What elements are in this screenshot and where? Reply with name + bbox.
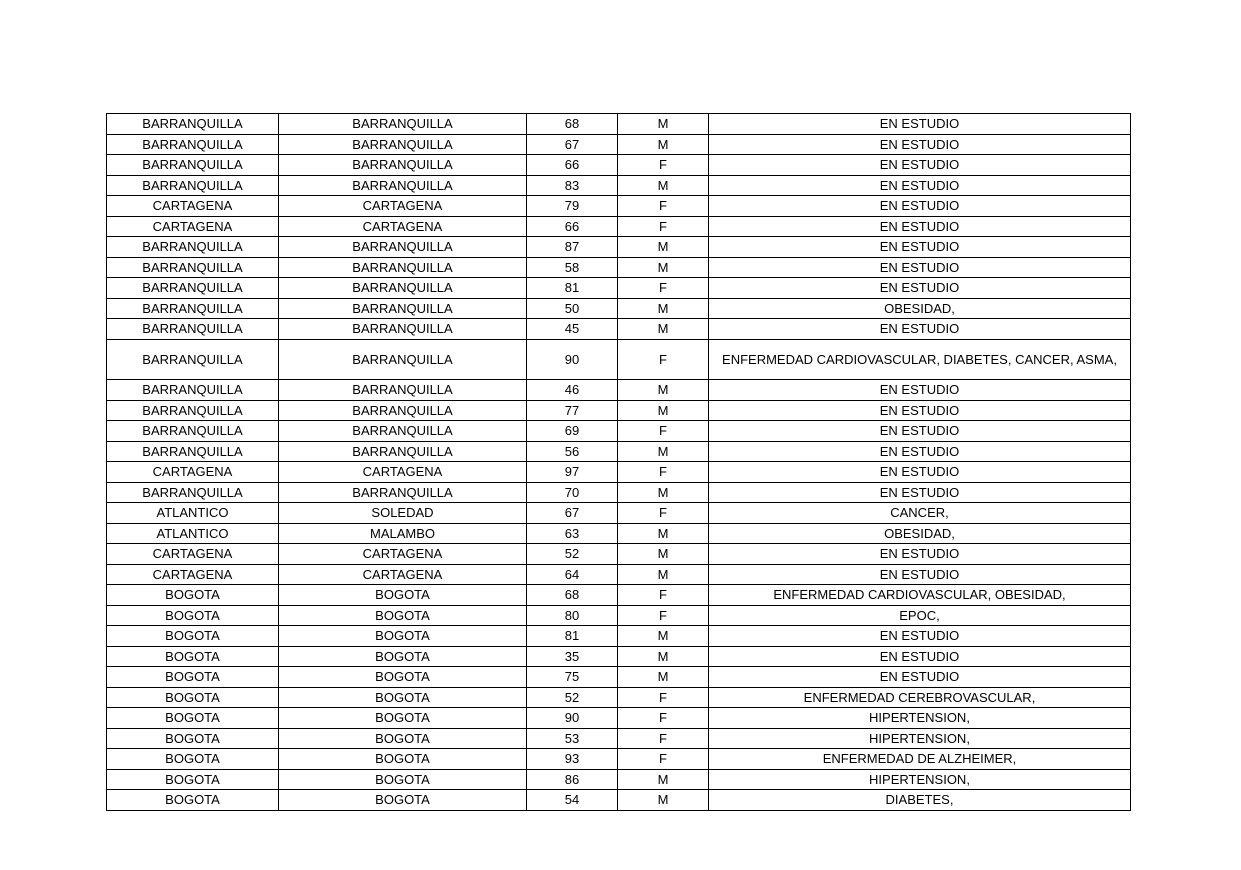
cell-department: BOGOTA <box>107 728 279 749</box>
cell-department: BOGOTA <box>107 749 279 770</box>
cell-age: 46 <box>527 380 618 401</box>
cell-city: BARRANQUILLA <box>279 380 527 401</box>
cell-age: 80 <box>527 605 618 626</box>
cell-sex: F <box>618 687 709 708</box>
cell-sex: M <box>618 646 709 667</box>
table-row <box>107 339 1131 380</box>
cell-department: BOGOTA <box>107 769 279 790</box>
cell-city: MALAMBO <box>279 523 527 544</box>
table-row <box>107 626 1131 647</box>
cell-sex: M <box>618 523 709 544</box>
cell-condition: EPOC, <box>709 605 1131 626</box>
cell-age: 63 <box>527 523 618 544</box>
cell-city: BARRANQUILLA <box>279 441 527 462</box>
cell-city: BARRANQUILLA <box>279 339 527 380</box>
cell-condition: EN ESTUDIO <box>709 462 1131 483</box>
cell-department: BARRANQUILLA <box>107 155 279 176</box>
cell-department: BARRANQUILLA <box>107 298 279 319</box>
cell-sex: F <box>618 585 709 606</box>
cell-condition: EN ESTUDIO <box>709 667 1131 688</box>
cell-city: BARRANQUILLA <box>279 134 527 155</box>
table-row <box>107 441 1131 462</box>
cell-condition: EN ESTUDIO <box>709 175 1131 196</box>
cell-department: BOGOTA <box>107 708 279 729</box>
cell-department: BOGOTA <box>107 585 279 606</box>
cell-city: BOGOTA <box>279 626 527 647</box>
table-row <box>107 749 1131 770</box>
table-row <box>107 482 1131 503</box>
cell-city: BARRANQUILLA <box>279 114 527 135</box>
table-row <box>107 237 1131 258</box>
cell-condition: EN ESTUDIO <box>709 421 1131 442</box>
cell-department: BARRANQUILLA <box>107 114 279 135</box>
cell-sex: F <box>618 708 709 729</box>
cell-sex: M <box>618 667 709 688</box>
table-row <box>107 503 1131 524</box>
cell-sex: F <box>618 605 709 626</box>
cell-age: 58 <box>527 257 618 278</box>
cell-department: BARRANQUILLA <box>107 380 279 401</box>
cell-city: BOGOTA <box>279 687 527 708</box>
cell-city: BOGOTA <box>279 667 527 688</box>
cell-city: BOGOTA <box>279 749 527 770</box>
cell-sex: F <box>618 749 709 770</box>
cell-city: BARRANQUILLA <box>279 237 527 258</box>
cell-condition: HIPERTENSION, <box>709 769 1131 790</box>
cell-age: 64 <box>527 564 618 585</box>
cell-department: ATLANTICO <box>107 503 279 524</box>
cell-condition: EN ESTUDIO <box>709 257 1131 278</box>
cell-age: 81 <box>527 626 618 647</box>
cell-city: BARRANQUILLA <box>279 319 527 340</box>
cell-condition: EN ESTUDIO <box>709 646 1131 667</box>
cell-condition: EN ESTUDIO <box>709 114 1131 135</box>
records-body <box>107 114 1131 811</box>
cell-department: BOGOTA <box>107 790 279 811</box>
cell-sex: M <box>618 298 709 319</box>
cell-sex: M <box>618 790 709 811</box>
cell-city: BOGOTA <box>279 790 527 811</box>
cell-department: BARRANQUILLA <box>107 319 279 340</box>
table-row <box>107 544 1131 565</box>
cell-sex: F <box>618 155 709 176</box>
cell-department: BARRANQUILLA <box>107 400 279 421</box>
cell-age: 67 <box>527 134 618 155</box>
cell-sex: F <box>618 503 709 524</box>
cell-age: 77 <box>527 400 618 421</box>
cell-sex: F <box>618 216 709 237</box>
cell-sex: M <box>618 237 709 258</box>
table-row <box>107 708 1131 729</box>
cell-department: BOGOTA <box>107 646 279 667</box>
cell-condition: HIPERTENSION, <box>709 708 1131 729</box>
cell-condition: EN ESTUDIO <box>709 278 1131 299</box>
cell-sex: M <box>618 175 709 196</box>
table-row <box>107 790 1131 811</box>
cell-department: BARRANQUILLA <box>107 441 279 462</box>
cell-city: BOGOTA <box>279 769 527 790</box>
cell-department: BOGOTA <box>107 667 279 688</box>
cell-city: BARRANQUILLA <box>279 175 527 196</box>
cell-sex: M <box>618 626 709 647</box>
table-row <box>107 605 1131 626</box>
cell-condition: ENFERMEDAD CARDIOVASCULAR, DIABETES, CANCER, ASMA, <box>709 339 1131 380</box>
cell-condition: EN ESTUDIO <box>709 196 1131 217</box>
cell-age: 52 <box>527 544 618 565</box>
cell-condition: OBESIDAD, <box>709 298 1131 319</box>
cell-age: 86 <box>527 769 618 790</box>
cell-age: 45 <box>527 319 618 340</box>
cell-condition: EN ESTUDIO <box>709 380 1131 401</box>
cell-city: BARRANQUILLA <box>279 482 527 503</box>
cell-sex: F <box>618 421 709 442</box>
cell-department: CARTAGENA <box>107 462 279 483</box>
cell-department: CARTAGENA <box>107 564 279 585</box>
cell-sex: M <box>618 482 709 503</box>
table-row <box>107 319 1131 340</box>
records-table <box>106 113 1131 811</box>
cell-city: BOGOTA <box>279 708 527 729</box>
cell-condition: EN ESTUDIO <box>709 134 1131 155</box>
cell-department: BARRANQUILLA <box>107 278 279 299</box>
cell-age: 87 <box>527 237 618 258</box>
cell-sex: F <box>618 728 709 749</box>
cell-condition: OBESIDAD, <box>709 523 1131 544</box>
cell-condition: EN ESTUDIO <box>709 155 1131 176</box>
cell-condition: ENFERMEDAD CARDIOVASCULAR, OBESIDAD, <box>709 585 1131 606</box>
cell-sex: M <box>618 564 709 585</box>
cell-city: BOGOTA <box>279 585 527 606</box>
cell-department: BARRANQUILLA <box>107 175 279 196</box>
cell-department: BARRANQUILLA <box>107 257 279 278</box>
cell-sex: M <box>618 134 709 155</box>
table-row <box>107 134 1131 155</box>
table-row <box>107 114 1131 135</box>
table-row <box>107 278 1131 299</box>
table-row <box>107 523 1131 544</box>
cell-condition: EN ESTUDIO <box>709 441 1131 462</box>
cell-city: SOLEDAD <box>279 503 527 524</box>
cell-age: 35 <box>527 646 618 667</box>
cell-department: ATLANTICO <box>107 523 279 544</box>
cell-department: CARTAGENA <box>107 216 279 237</box>
cell-sex: F <box>618 196 709 217</box>
cell-sex: M <box>618 319 709 340</box>
cell-city: BARRANQUILLA <box>279 155 527 176</box>
cell-age: 81 <box>527 278 618 299</box>
cell-sex: M <box>618 441 709 462</box>
cell-department: BARRANQUILLA <box>107 482 279 503</box>
cell-condition: CANCER, <box>709 503 1131 524</box>
cell-age: 54 <box>527 790 618 811</box>
cell-city: BARRANQUILLA <box>279 298 527 319</box>
table-row <box>107 462 1131 483</box>
cell-condition: ENFERMEDAD DE ALZHEIMER, <box>709 749 1131 770</box>
cell-city: BARRANQUILLA <box>279 400 527 421</box>
cell-sex: M <box>618 257 709 278</box>
cell-department: CARTAGENA <box>107 544 279 565</box>
cell-city: BARRANQUILLA <box>279 278 527 299</box>
cell-condition: ENFERMEDAD CEREBROVASCULAR, <box>709 687 1131 708</box>
cell-age: 97 <box>527 462 618 483</box>
cell-age: 83 <box>527 175 618 196</box>
cell-department: BARRANQUILLA <box>107 237 279 258</box>
cell-age: 68 <box>527 114 618 135</box>
cell-city: BARRANQUILLA <box>279 257 527 278</box>
table-row <box>107 585 1131 606</box>
table-row <box>107 216 1131 237</box>
cell-city: CARTAGENA <box>279 216 527 237</box>
cell-sex: M <box>618 400 709 421</box>
cell-sex: M <box>618 380 709 401</box>
cell-city: CARTAGENA <box>279 564 527 585</box>
cell-city: BOGOTA <box>279 605 527 626</box>
table-row <box>107 667 1131 688</box>
cell-age: 68 <box>527 585 618 606</box>
cell-department: BARRANQUILLA <box>107 421 279 442</box>
cell-condition: HIPERTENSION, <box>709 728 1131 749</box>
table-row <box>107 380 1131 401</box>
cell-sex: M <box>618 544 709 565</box>
table-row <box>107 298 1131 319</box>
cell-age: 75 <box>527 667 618 688</box>
cell-age: 66 <box>527 155 618 176</box>
table-row <box>107 421 1131 442</box>
cell-age: 56 <box>527 441 618 462</box>
table-row <box>107 646 1131 667</box>
cell-condition: EN ESTUDIO <box>709 482 1131 503</box>
cell-condition: EN ESTUDIO <box>709 544 1131 565</box>
cell-city: CARTAGENA <box>279 196 527 217</box>
cell-age: 70 <box>527 482 618 503</box>
table-row <box>107 257 1131 278</box>
cell-age: 53 <box>527 728 618 749</box>
cell-age: 93 <box>527 749 618 770</box>
cell-city: BOGOTA <box>279 728 527 749</box>
cell-age: 69 <box>527 421 618 442</box>
cell-city: CARTAGENA <box>279 544 527 565</box>
cell-age: 79 <box>527 196 618 217</box>
cell-city: BARRANQUILLA <box>279 421 527 442</box>
cell-sex: M <box>618 114 709 135</box>
cell-condition: EN ESTUDIO <box>709 400 1131 421</box>
cell-age: 52 <box>527 687 618 708</box>
cell-condition: EN ESTUDIO <box>709 216 1131 237</box>
cell-age: 67 <box>527 503 618 524</box>
cell-sex: F <box>618 278 709 299</box>
cell-condition: EN ESTUDIO <box>709 237 1131 258</box>
cell-age: 90 <box>527 708 618 729</box>
cell-age: 66 <box>527 216 618 237</box>
cell-condition: EN ESTUDIO <box>709 319 1131 340</box>
table-row <box>107 769 1131 790</box>
cell-department: BOGOTA <box>107 626 279 647</box>
table-row <box>107 564 1131 585</box>
table-row <box>107 196 1131 217</box>
cell-department: BOGOTA <box>107 687 279 708</box>
cell-condition: EN ESTUDIO <box>709 626 1131 647</box>
cell-department: BARRANQUILLA <box>107 134 279 155</box>
table-row <box>107 155 1131 176</box>
cell-department: CARTAGENA <box>107 196 279 217</box>
cell-condition: DIABETES, <box>709 790 1131 811</box>
table-row <box>107 687 1131 708</box>
cell-sex: M <box>618 769 709 790</box>
table-row <box>107 175 1131 196</box>
cell-sex: F <box>618 339 709 380</box>
table-row <box>107 400 1131 421</box>
cell-department: BOGOTA <box>107 605 279 626</box>
cell-age: 90 <box>527 339 618 380</box>
table-row <box>107 728 1131 749</box>
cell-city: BOGOTA <box>279 646 527 667</box>
cell-condition: EN ESTUDIO <box>709 564 1131 585</box>
cell-sex: F <box>618 462 709 483</box>
cell-department: BARRANQUILLA <box>107 339 279 380</box>
cell-age: 50 <box>527 298 618 319</box>
cell-city: CARTAGENA <box>279 462 527 483</box>
